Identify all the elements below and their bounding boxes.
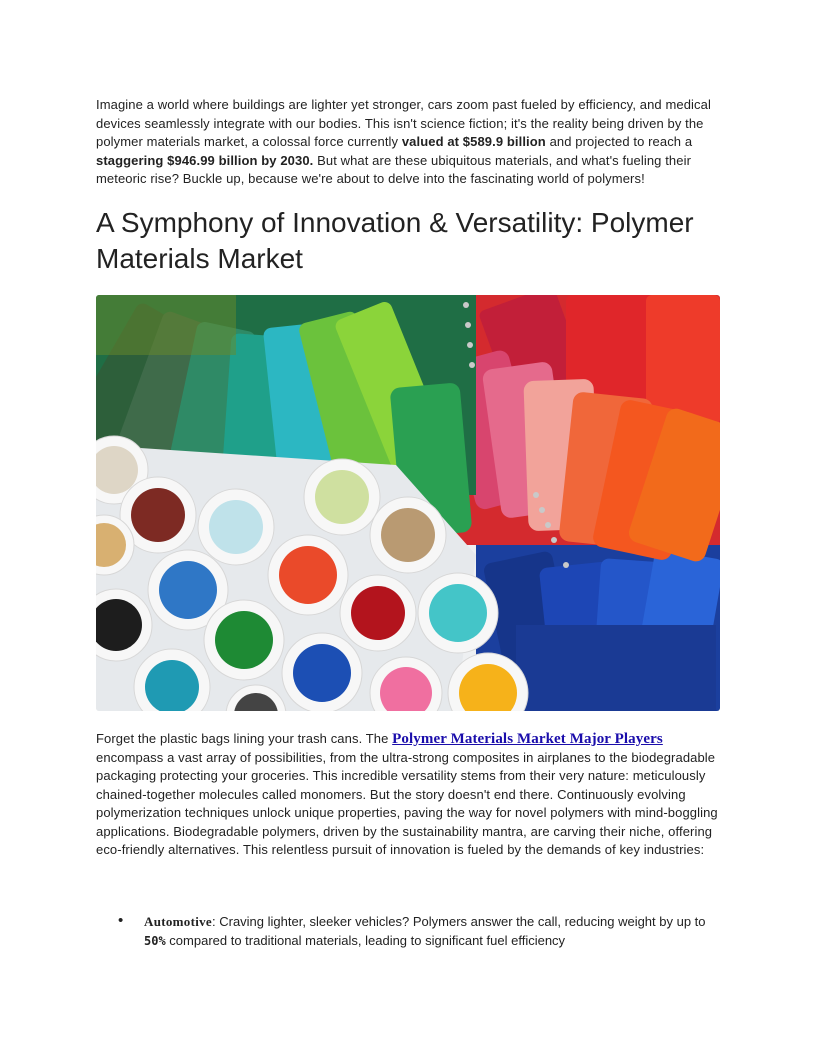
body-paragraph: [96, 730, 720, 860]
list-item: [96, 912, 720, 951]
bullet-text-1: : Craving lighter, sleeker vehicles? Polymers answer the call, reducing weight by up to: [212, 914, 706, 929]
body-text-1: Forget the plastic bags lining your trash cans. The: [96, 731, 393, 746]
hero-image: [96, 295, 720, 711]
section-heading: A Symphony of Innovation & Versatility: Polymer Materials Market: [96, 207, 694, 274]
intro-text-2: and projected to reach a: [545, 134, 693, 149]
red-orange-chips: [439, 295, 720, 564]
bullet-percent: 50%: [144, 934, 166, 948]
intro-text-1: Imagine a world where buildings are lighter yet stronger, cars zoom past fueled by efficiency, and medical devices seamlessly integrate with our bodies. This isn't science fiction; it's the reality being driven by the polymer materials market, a colossal force currently: [96, 97, 711, 149]
bullet-text-2: compared to traditional materials, leading to significant fuel efficiency: [165, 933, 566, 948]
bullet-marker: •: [118, 912, 124, 929]
bullet-term: Automotive: [144, 914, 212, 929]
intro-paragraph: [96, 96, 720, 189]
major-players-link[interactable]: Polymer Materials Market Major Players: [392, 731, 663, 747]
intro-projection: staggering $946.99 billion by 2030.: [96, 152, 314, 168]
body-text-2: encompass a vast array of possibilities, from the ultra-strong composites in airplanes to the biodegradable packaging protecting your groceries. This incredible versatility stems from their very nature: meticulously chained-together molecules called monomers. But the story doesn't end there. Continuously evolving polymerization techniques unlock unique properties, paving the way for novel polymers with mind-boggling applications. Biodegradable polymers, driven by the sustainability mantra, are carving their niche, offering eco-friendly alternatives. This relentless pursuit of innovation is fueled by the demands of key industries:: [96, 749, 718, 857]
intro-valuation: valued at $589.9 billion: [401, 134, 546, 149]
polymer-samples-illustration: [96, 295, 720, 711]
intro-text-3: But what are these ubiquitous materials, and what's fueling their meteoric rise? Buckle up, because we're about to delve into the fascinating world of polymers!: [96, 152, 692, 186]
industry-list: [96, 912, 720, 951]
